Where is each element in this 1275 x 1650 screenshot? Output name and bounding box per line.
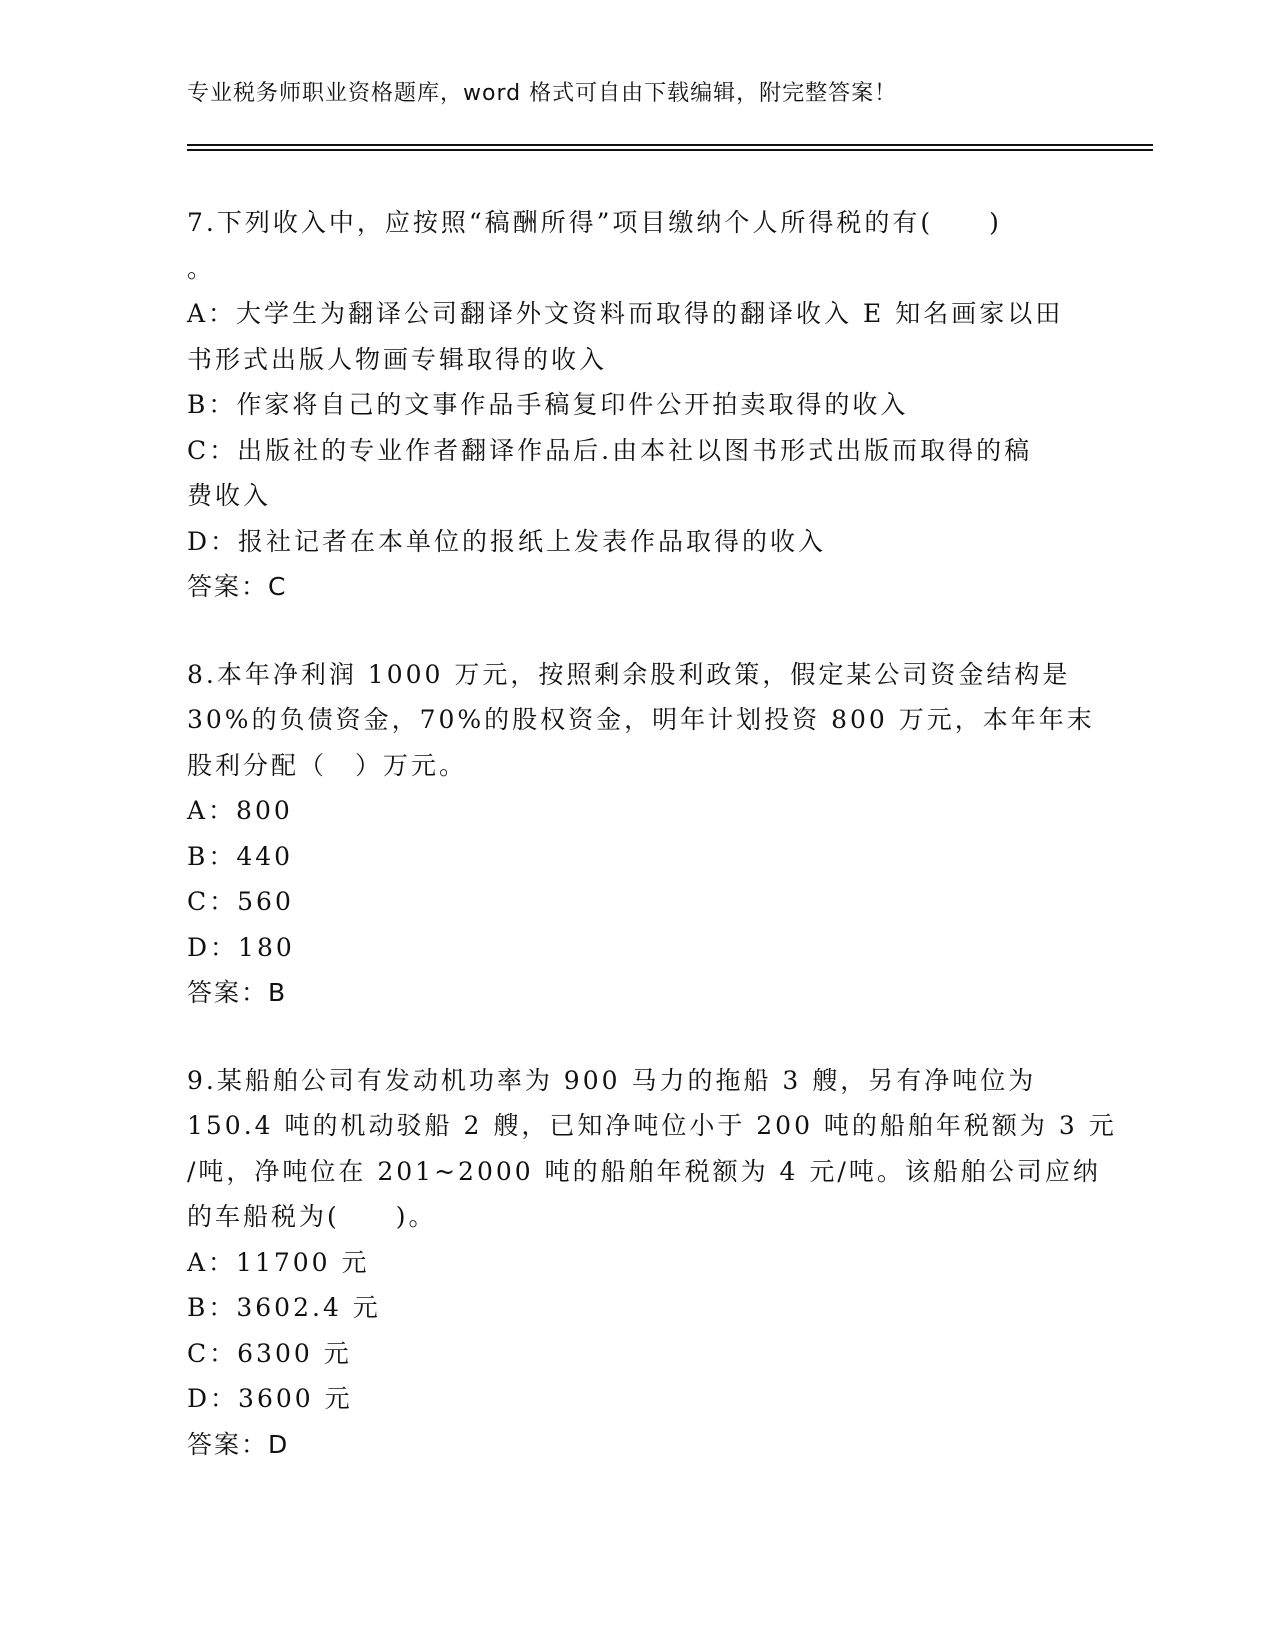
option-d: D：3600 元 [187,1384,353,1413]
question-stem-line: 。 [187,253,216,283]
option-b: B：作家将自己的文事作品手稿复印件公开拍卖取得的收入 [187,390,909,419]
question-8 [187,652,1095,1016]
answer: 答案：C [187,572,288,601]
option-a: A：800 [187,796,293,825]
question-stem-line: 8.本年净利润 1000 万元，按照剩余股利政策，假定某公司资金结构是 [187,659,1071,689]
option-b: B：440 [187,841,294,871]
option-c-continued: 费收入 [187,481,272,510]
page-header: 专业税务师职业资格题库，word 格式可自由下载编辑，附完整答案！ [187,81,898,106]
question-stem-line: 7.下列收入中，应按照“稿酬所得”项目缴纳个人所得税的有( ) [187,208,1002,237]
question-stem-line: /吨，净吨位在 201~2000 吨的船舶年税额为 4 元/吨。该船舶公司应纳 [187,1156,1101,1186]
header-divider [187,144,1153,146]
question-9 [187,1058,1117,1468]
answer: 答案：D [187,1429,290,1459]
option-b: B：3602.4 元 [187,1293,381,1322]
option-a: A：大学生为翻译公司翻译外文资料而取得的翻译收入 E 知名画家以田 [187,299,1064,328]
question-stem-line: 股利分配（ ）万元。 [187,750,468,780]
option-c: C：6300 元 [187,1338,352,1368]
question-stem-line: 9.某船舶公司有发动机功率为 900 马力的拖船 3 艘，另有净吨位为 [187,1065,1037,1095]
header-divider-secondary [187,149,1153,151]
option-a-continued: 书形式出版人物画专辑取得的收入 [187,344,608,374]
option-c: C：560 [187,887,294,916]
question-list [187,200,1117,1467]
question-stem-line: 30%的负债资金，70%的股权资金，明年计划投资 800 万元，本年年末 [187,705,1095,734]
option-c: C：出版社的专业作者翻译作品后.由本社以图书形式出版而取得的稿 [187,435,1033,465]
question-stem-line: 150.4 吨的机动驳船 2 艘，已知净吨位小于 200 吨的船舶年税额为 3 元 [187,1111,1117,1140]
option-a: A：11700 元 [187,1247,370,1277]
question-stem-line: 的车船税为( )。 [187,1202,437,1231]
answer: 答案：B [187,978,288,1007]
option-d: D：180 [187,932,295,962]
question-7 [187,200,1087,610]
option-d: D：报社记者在本单位的报纸上发表作品取得的收入 [187,526,827,556]
